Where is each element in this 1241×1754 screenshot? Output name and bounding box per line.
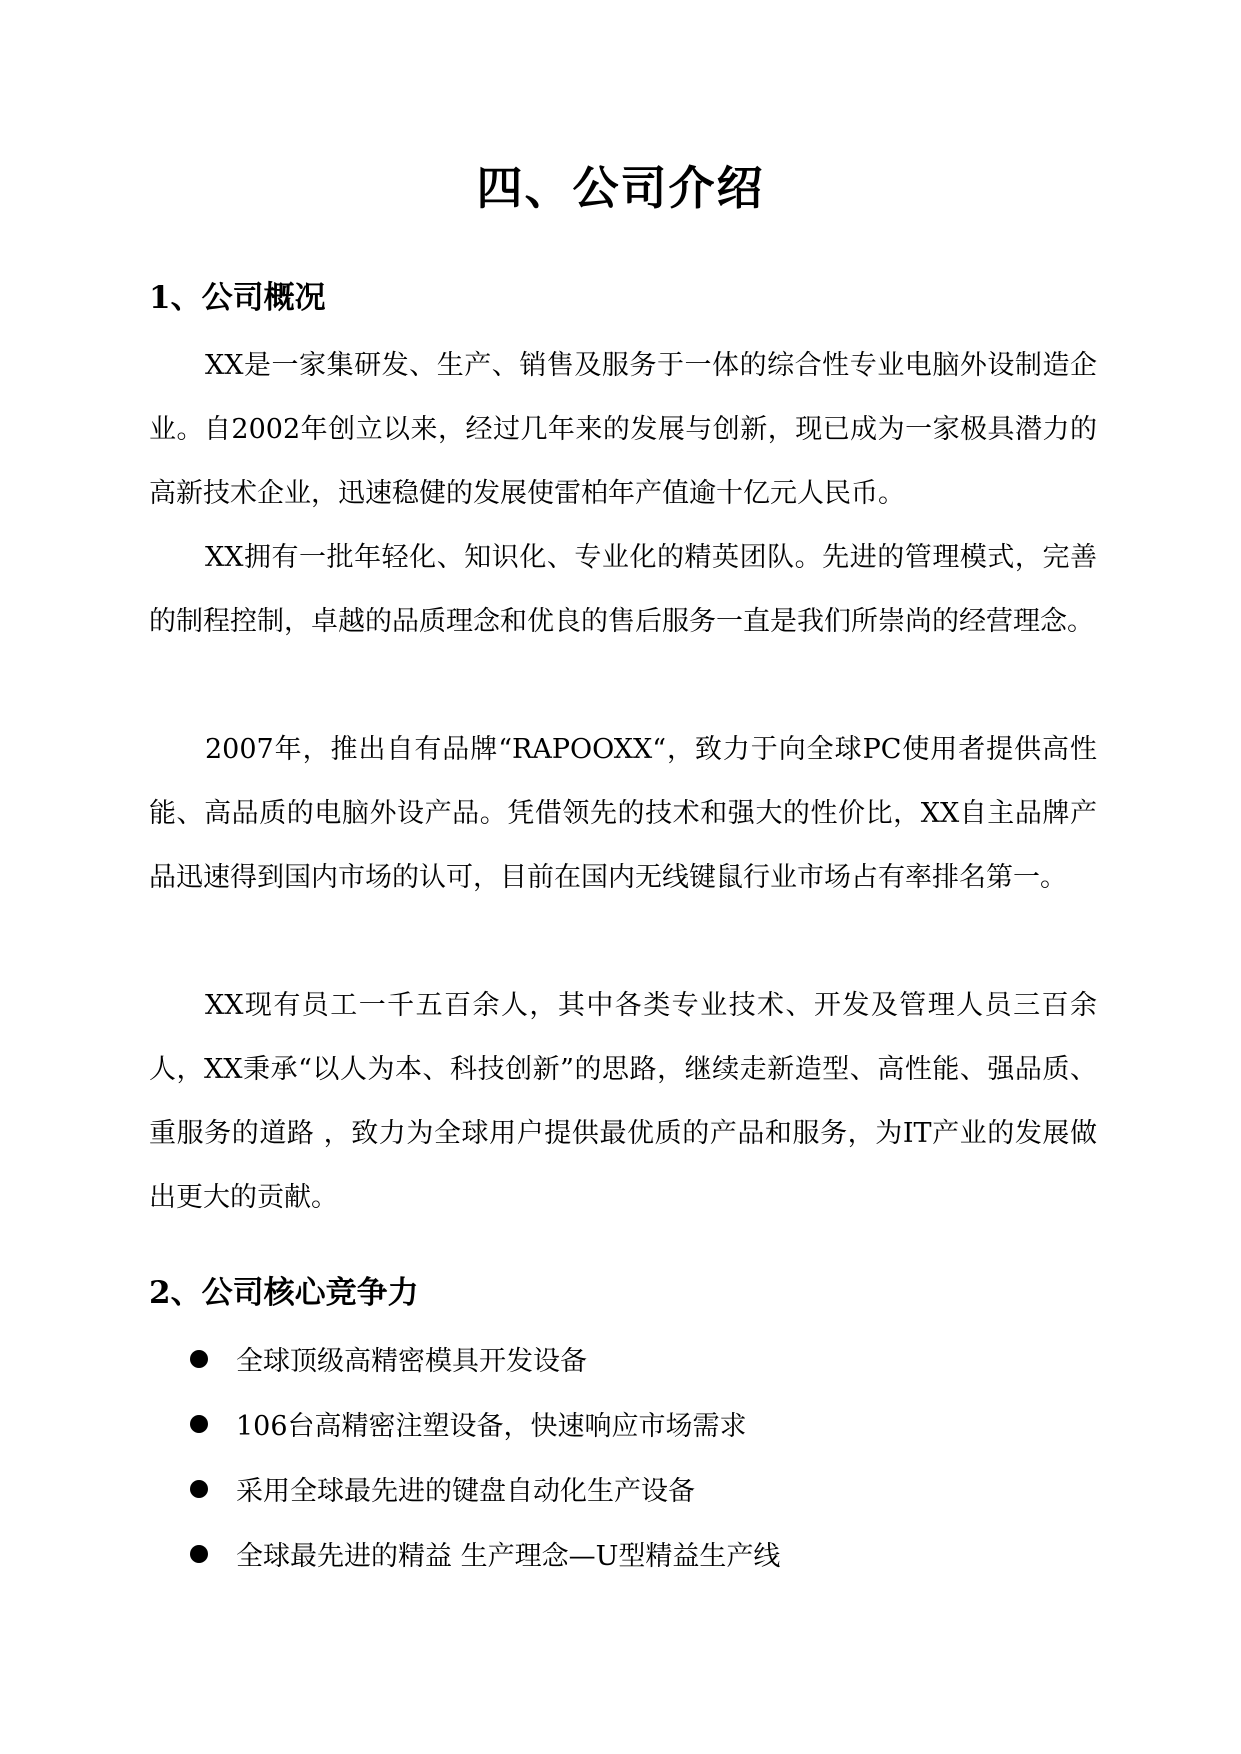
overview-paragraph: 2007年，推出自有品牌“RAPOOXX“，致力于向全球PC使用者提供高性能、高品质的电脑外设产品。凭借领先的技术和强大的性价比，XX自主品牌产品迅速得到国内市场的认可，目前在国内无线键鼠行业市场占有率排名第一。 [149,734,1097,893]
section-heading-core-competence: 2、公司核心竞争力 [149,1275,419,1311]
section-heading-company-overview: 1、公司概况 [149,280,326,316]
document-title: 四、公司介绍 [476,161,765,215]
list-item [190,1456,780,1521]
list-item-text: 106台高精密注塑设备，快速响应市场需求 [236,1411,747,1442]
bullet-icon [190,1545,208,1563]
core-competence-list [190,1326,780,1586]
list-item-text: 全球顶级高精密模具开发设备 [236,1346,587,1377]
overview-paragraph: XX拥有一批年轻化、知识化、专业化的精英团队。先进的管理模式，完善的制程控制，卓越的品质理念和优良的售后服务一直是我们所崇尚的经营理念。 [149,542,1097,637]
list-item [190,1391,780,1456]
list-item-text: 采用全球最先进的键盘自动化生产设备 [236,1476,695,1507]
bullet-icon [190,1350,208,1368]
list-item [190,1521,780,1586]
overview-paragraph: XX现有员工一千五百余人，其中各类专业技术、开发及管理人员三百余人，XX秉承“以人为本、科技创新”的思路，继续走新造型、高性能、强品质、重服务的道路 ，致力为全球用户提供最优质的产品和服务，为IT产业的发展做出更大的贡献。 [149,990,1097,1213]
overview-paragraph: XX是一家集研发、生产、销售及服务于一体的综合性专业电脑外设制造企业。自2002年创立以来，经过几年来的发展与创新，现已成为一家极具潜力的高新技术企业，迅速稳健的发展使雷柏年产值逾十亿元人民币。 [149,350,1097,509]
list-item-text: 全球最先进的精益 生产理念—U型精益生产线 [236,1541,781,1572]
list-item [190,1326,780,1391]
bullet-icon [190,1480,208,1498]
bullet-icon [190,1415,208,1433]
